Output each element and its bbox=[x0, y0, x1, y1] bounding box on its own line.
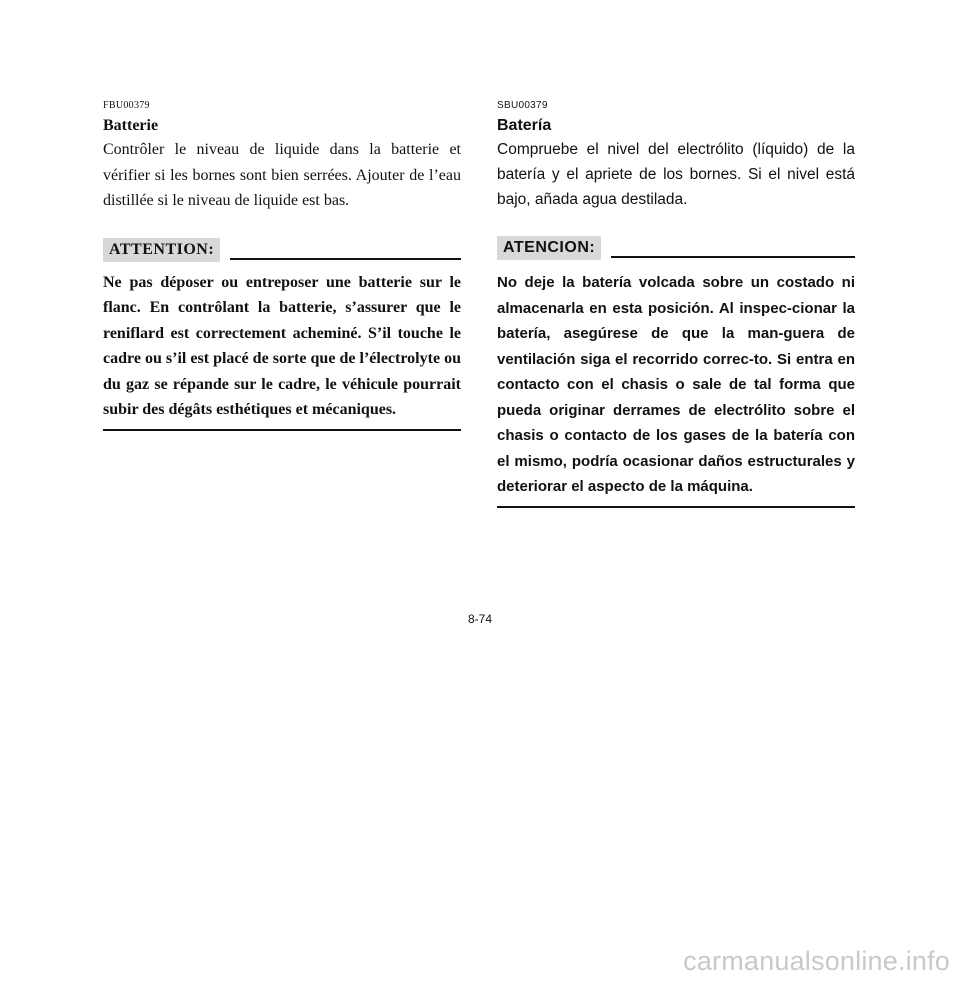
section-heading: Batería bbox=[497, 117, 552, 134]
attention-rule bbox=[611, 256, 855, 258]
section-heading: Batterie bbox=[103, 117, 159, 134]
section-body: Compruebe el nivel del electrólito (líquido) de la batería y el apriete de los bornes. Si el nivel está bajo, añada agua destilada. bbox=[497, 141, 855, 208]
section-code: SBU00379 bbox=[497, 100, 548, 111]
attention-header bbox=[497, 234, 855, 260]
spanish-column bbox=[497, 100, 855, 508]
section-code: FBU00379 bbox=[103, 100, 150, 111]
attention-rule bbox=[230, 258, 461, 260]
attention-end-rule bbox=[497, 506, 855, 508]
section-body: Contrôler le niveau de liquide dans la batterie et vérifier si les bornes sont bien serrées. Ajouter de l’eau distillée si le niveau de liquide est bas. bbox=[103, 141, 461, 209]
attention-text: Ne pas déposer ou entreposer une batterie sur le flanc. En contrôlant la batterie, s’assurer que le reniflard est correctement acheminé. S’il touche le cadre ou s’il est placé de sorte que de l’électrolyte ou du gaz se répande sur le cadre, le véhicule pourrait subir des dégâts esthétiques et mécaniques. bbox=[103, 273, 461, 418]
attention-label: ATTENTION: bbox=[103, 238, 220, 262]
attention-header bbox=[103, 236, 461, 262]
page-number: 8-74 bbox=[467, 612, 493, 626]
attention-label: ATENCION: bbox=[497, 236, 601, 260]
watermark: carmanualsonline.info bbox=[683, 946, 950, 976]
attention-text: No deje la batería volcada sobre un costado ni almacenarla en esta posición. Al inspec-cionar la batería, asegúrese de que la man-guera de ventilación siga el recorrido correc-to. Si entra en contacto con el chasis o sale de tal forma que pueda originar derrames de electrólito sobre el chasis o contacto de los gases de la batería con el mismo, podría ocasionar daños estructurales y deteriorar el aspecto de la máquina. bbox=[497, 274, 855, 495]
attention-end-rule bbox=[103, 429, 461, 431]
french-column bbox=[103, 100, 461, 431]
